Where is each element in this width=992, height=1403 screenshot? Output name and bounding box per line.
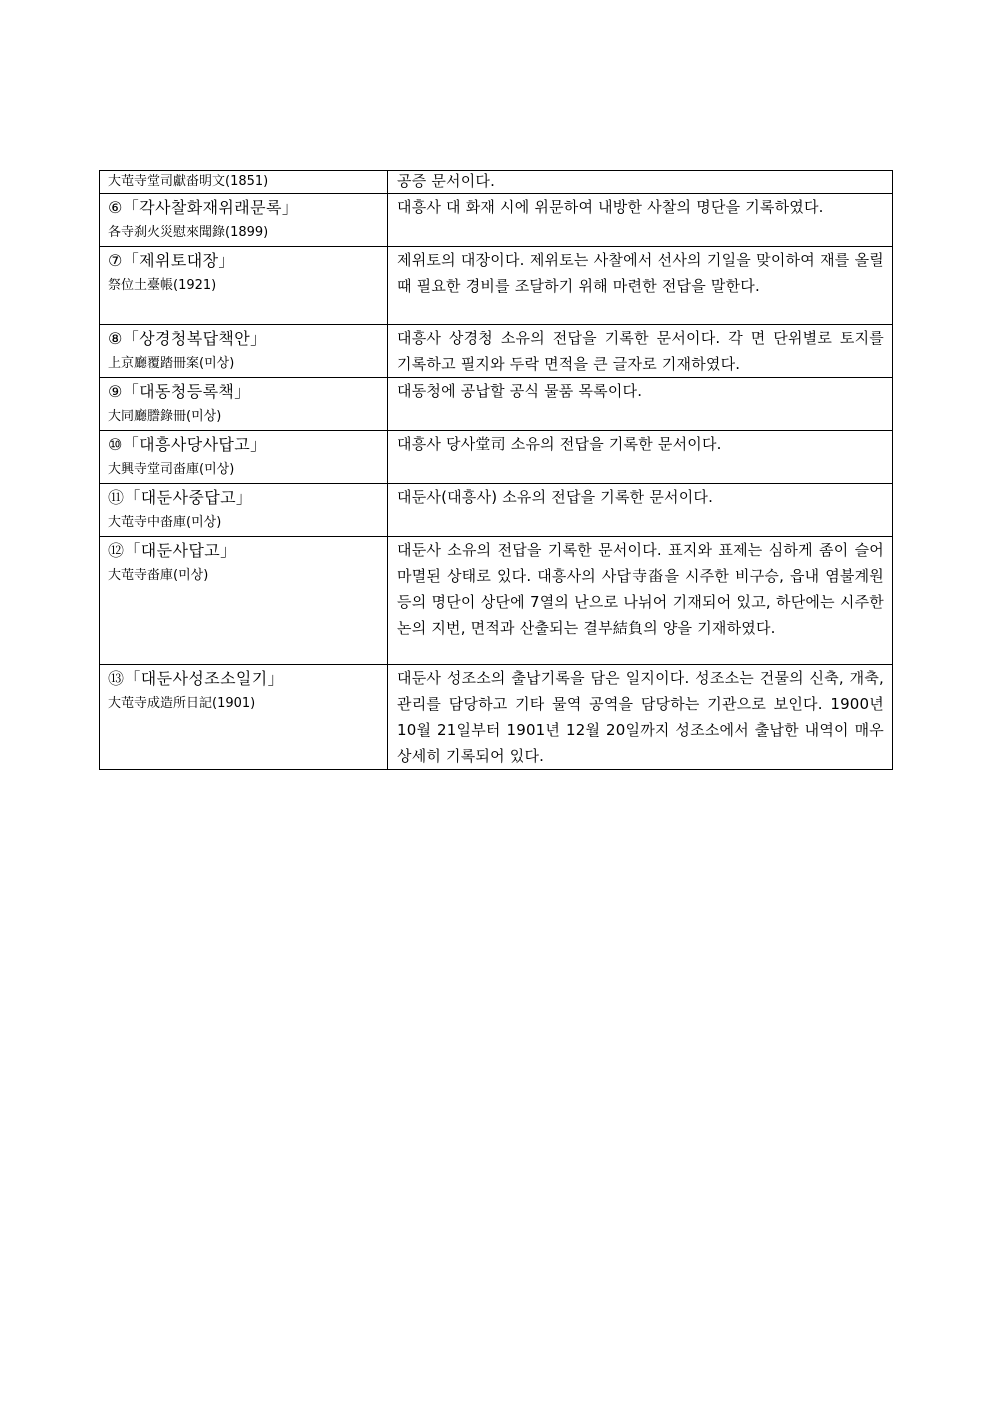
description-cell [388,378,893,431]
description-cell [388,537,893,665]
hanja-title: 大興寺堂司畓庫(미상) [108,462,235,477]
description-text: 제위토의 대장이다. 제위토는 사찰에서 선사의 기일을 맞이하여 재를 올릴 때 필요한 경비를 조달하기 위해 마련한 전답을 말한다. [397,251,884,295]
title-cell [100,431,388,484]
hanja-title: 上京廳覆踏冊案(미상) [108,356,235,371]
title-cell [100,484,388,537]
title-cell [100,378,388,431]
table-row [100,194,893,247]
description-text: 대흥사 상경청 소유의 전답을 기록한 문서이다. 각 면 단위별로 토지를 기록하고 필지와 두락 면적을 큰 글자로 기재하였다. [397,329,884,373]
description-text: 대둔사 소유의 전답을 기록한 문서이다. 표지와 표제는 심하게 좀이 슬어 마멸된 상태로 있다. 대흥사의 사답寺畓을 시주한 비구승, 읍내 염불계원 등의 명단이 상단에 7열의 난으로 나뉘어 기재되어 있고, 하단에는 시주한 논의 지번, 면적과 산출되는 결부結負의 양을 기재하였다. [397,541,884,637]
description-text: 공증 문서이다. [397,172,496,190]
hanja-title: 祭位土臺帳(1921) [108,278,217,293]
table-row [100,325,893,378]
korean-title: ⑬「대둔사성조소일기」 [108,669,285,688]
korean-title: ⑦「제위토대장」 [108,251,235,270]
title-cell [100,194,388,247]
korean-title: ⑪「대둔사중답고」 [108,488,253,507]
title-cell [100,325,388,378]
description-cell [388,325,893,378]
description-text: 대흥사 당사堂司 소유의 전답을 기록한 문서이다. [397,435,722,453]
description-cell [388,484,893,537]
hanja-title: 大同廳謄錄冊(미상) [108,409,222,424]
description-text: 대둔사 성조소의 출납기록을 담은 일지이다. 성조소는 건물의 신축, 개축, 관리를 담당하고 기타 물역 공역을 담당하는 기관으로 보인다. 1900년 10월 21일부터 1901년 12월 20일까지 성조소에서 출납한 내역이 매우 상세히 기록되어 있다. [397,669,884,765]
description-cell [388,247,893,325]
description-cell [388,431,893,484]
table-row [100,171,893,194]
hanja-title: 大芚寺堂司獻畓明文(1851) [108,174,269,189]
hanja-title: 大芚寺成造所日記(1901) [108,696,256,711]
description-text: 대둔사(대흥사) 소유의 전답을 기록한 문서이다. [397,488,714,506]
hanja-title: 大芚寺畓庫(미상) [108,568,209,583]
korean-title: ⑧「상경청복답책안」 [108,329,267,348]
description-text: 대흥사 대 화재 시에 위문하여 내방한 사찰의 명단을 기록하였다. [397,198,824,216]
table-row [100,484,893,537]
table-row [100,537,893,665]
hanja-title: 各寺刹火災慰來聞錄(1899) [108,225,269,240]
table-row [100,431,893,484]
title-cell [100,247,388,325]
description-text: 대동청에 공납할 공식 물품 목록이다. [397,382,643,400]
korean-title: ⑥「각사찰화재위래문록」 [108,198,299,217]
description-cell [388,194,893,247]
table-row [100,378,893,431]
description-cell [388,171,893,194]
hanja-title: 大芚寺中畓庫(미상) [108,515,222,530]
title-cell [100,537,388,665]
description-cell [388,665,893,770]
table-row [100,665,893,770]
title-cell [100,171,388,194]
title-cell [100,665,388,770]
document-table [99,170,893,770]
korean-title: ⑩「대흥사당사답고」 [108,435,267,454]
korean-title: ⑫「대둔사답고」 [108,541,237,560]
table-row [100,247,893,325]
korean-title: ⑨「대동청등록책」 [108,382,251,401]
